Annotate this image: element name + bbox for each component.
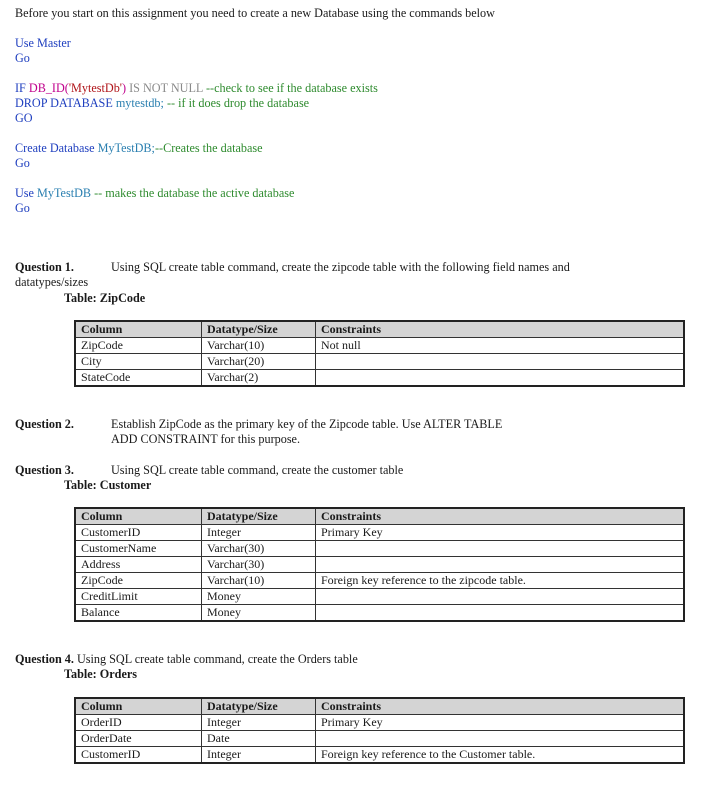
- code-keyword: DROP DATABASE: [15, 96, 116, 110]
- table-cell: Integer: [202, 747, 316, 764]
- code-use-line: [15, 186, 294, 201]
- table-cell: CustomerID: [75, 747, 202, 764]
- code-comment: -- makes the database the active database: [91, 186, 295, 200]
- header-cell: Datatype/Size: [202, 698, 316, 715]
- table-row: [75, 715, 684, 731]
- question-3-text: Using SQL create table command, create the customer table: [111, 463, 404, 477]
- code-if-line: [15, 81, 378, 96]
- code-comment: --check to see if the database exists: [205, 81, 378, 95]
- table-cell: [316, 731, 685, 747]
- question-1-label: Question 1.: [15, 260, 74, 274]
- code-comment: -- if it does drop the database: [163, 96, 310, 110]
- table-cell: [316, 541, 685, 557]
- question-2-text-cont: ADD CONSTRAINT for this purpose.: [111, 432, 301, 446]
- code-identifier: mytestdb;: [115, 96, 164, 110]
- customer-table: [74, 507, 685, 622]
- table-cell: ZipCode: [75, 338, 202, 354]
- code-string: 'MytestDb': [68, 81, 122, 95]
- table-cell: Foreign key reference to the zipcode table.: [316, 573, 685, 589]
- header-cell: Datatype/Size: [202, 508, 316, 525]
- header-cell: Column: [75, 508, 202, 525]
- table-row: [75, 525, 684, 541]
- table-cell: ZipCode: [75, 573, 202, 589]
- table-cell: Varchar(10): [202, 573, 316, 589]
- table-cell: OrderID: [75, 715, 202, 731]
- table-cell: OrderDate: [75, 731, 202, 747]
- code-go: Go: [15, 201, 30, 215]
- question-4-text: Using SQL create table command, create the Orders table: [73, 652, 358, 666]
- table-row: [75, 589, 684, 605]
- orders-table: [74, 697, 685, 764]
- table-header-row: [75, 321, 684, 338]
- table-cell: Primary Key: [316, 525, 685, 541]
- table-cell: [316, 557, 685, 573]
- table-cell: City: [75, 354, 202, 370]
- question-3-label: Question 3.: [15, 463, 74, 477]
- question-4-line: [15, 652, 358, 667]
- table-cell: [316, 589, 685, 605]
- table-row: [75, 370, 684, 387]
- header-cell: Column: [75, 698, 202, 715]
- code-identifier: MyTestDB;: [97, 141, 155, 155]
- table-row: [75, 731, 684, 747]
- code-create-line: [15, 141, 263, 156]
- table-header-row: [75, 698, 684, 715]
- header-cell: Constraints: [316, 321, 685, 338]
- question-4-label: Question 4.: [15, 652, 74, 666]
- table-cell: Money: [202, 605, 316, 622]
- table-cell: CreditLimit: [75, 589, 202, 605]
- table-cell: Balance: [75, 605, 202, 622]
- header-cell: Datatype/Size: [202, 321, 316, 338]
- table-row: [75, 747, 684, 764]
- table-row: [75, 557, 684, 573]
- header-cell: Constraints: [316, 698, 685, 715]
- table-cell: CustomerID: [75, 525, 202, 541]
- code-go: GO: [15, 111, 33, 125]
- table-cell: Varchar(2): [202, 370, 316, 387]
- table-cell: [316, 354, 685, 370]
- table-row: [75, 605, 684, 622]
- table-cell: Varchar(30): [202, 557, 316, 573]
- table-row: [75, 573, 684, 589]
- code-comment: --Creates the database: [154, 141, 263, 155]
- table-cell: [316, 605, 685, 622]
- table-cell: CustomerName: [75, 541, 202, 557]
- question-2-label: Question 2.: [15, 417, 74, 431]
- code-drop-line: [15, 96, 309, 111]
- intro-text: Before you start on this assignment you need to create a new Database using the commands below: [15, 6, 495, 20]
- question-1-text-cont: datatypes/sizes: [15, 275, 89, 289]
- code-function: DB_ID(: [28, 81, 69, 95]
- code-keyword: Use: [15, 186, 38, 200]
- table-header-row: [75, 508, 684, 525]
- table-caption-zipcode: Table: ZipCode: [64, 291, 146, 305]
- table-cell: [316, 370, 685, 387]
- table-cell: Integer: [202, 525, 316, 541]
- code-go: Go: [15, 51, 30, 65]
- table-cell: Varchar(30): [202, 541, 316, 557]
- table-cell: Varchar(20): [202, 354, 316, 370]
- table-cell: StateCode: [75, 370, 202, 387]
- table-cell: Integer: [202, 715, 316, 731]
- table-caption-orders: Table: Orders: [64, 667, 138, 681]
- code-function-close: ): [122, 81, 127, 95]
- table-cell: Money: [202, 589, 316, 605]
- table-cell: Not null: [316, 338, 685, 354]
- header-cell: Column: [75, 321, 202, 338]
- question-2-text: Establish ZipCode as the primary key of the Zipcode table. Use ALTER TABLE: [111, 417, 503, 431]
- table-caption-customer: Table: Customer: [64, 478, 152, 492]
- code-use-master: Use Master: [15, 36, 71, 50]
- code-go: Go: [15, 156, 30, 170]
- table-cell: Primary Key: [316, 715, 685, 731]
- table-row: [75, 338, 684, 354]
- table-row: [75, 541, 684, 557]
- header-cell: Constraints: [316, 508, 685, 525]
- code-keyword: IF: [15, 81, 29, 95]
- table-cell: Date: [202, 731, 316, 747]
- table-row: [75, 354, 684, 370]
- table-cell: Foreign key reference to the Customer table.: [316, 747, 685, 764]
- question-1-text: Using SQL create table command, create the zipcode table with the following field names and: [111, 260, 570, 274]
- code-is-not-null: IS NOT NULL: [126, 81, 206, 95]
- table-cell: Varchar(10): [202, 338, 316, 354]
- code-identifier: MyTestDB: [37, 186, 92, 200]
- zipcode-table: [74, 320, 685, 387]
- code-keyword: Create Database: [15, 141, 98, 155]
- table-cell: Address: [75, 557, 202, 573]
